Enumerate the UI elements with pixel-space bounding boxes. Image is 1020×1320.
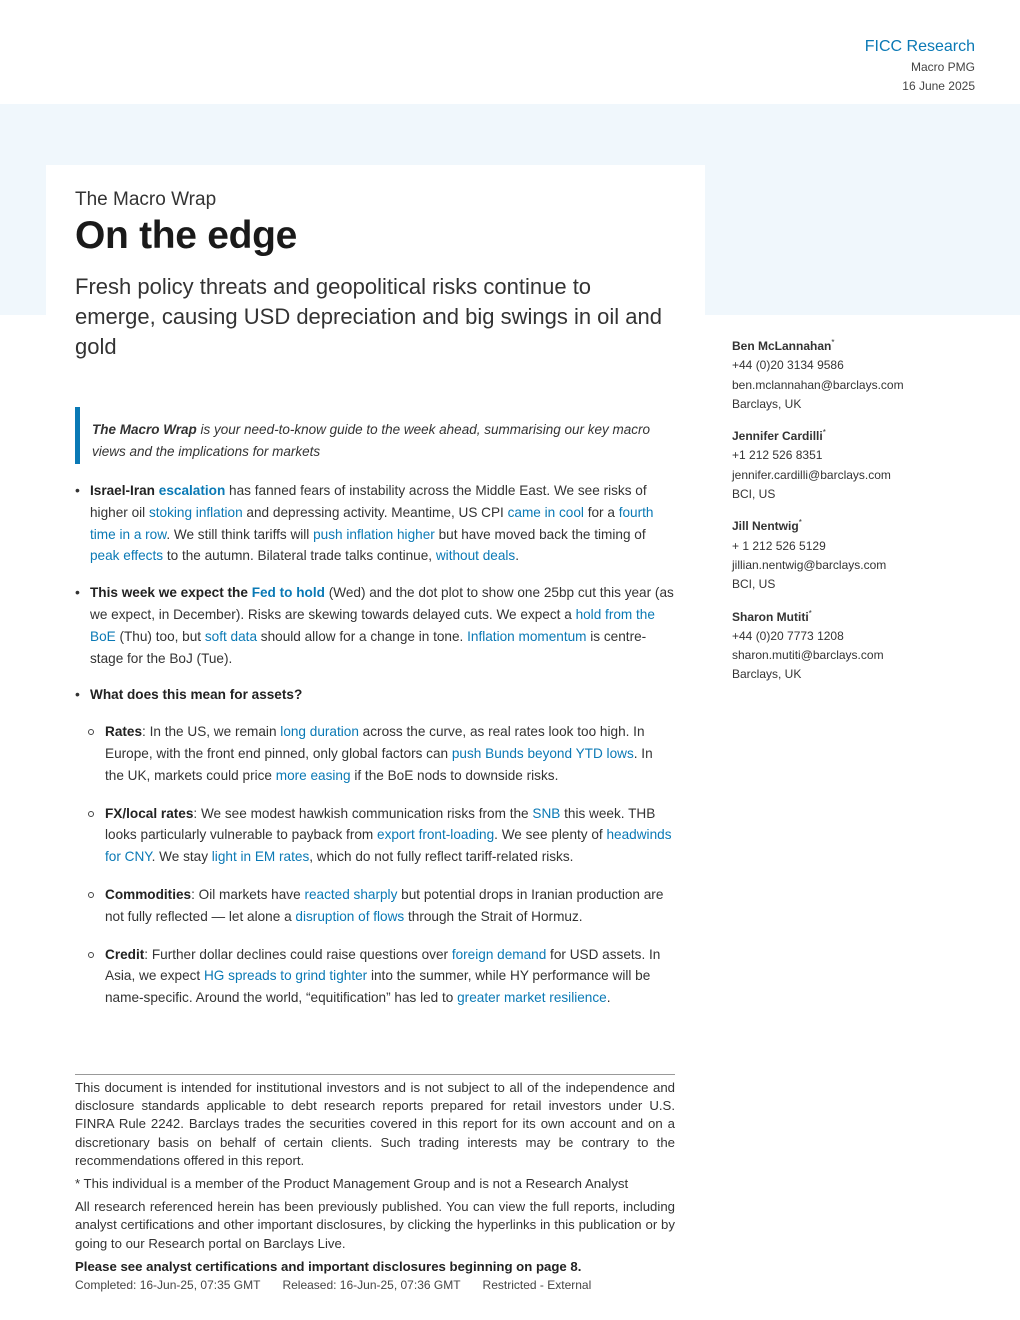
sub-bullet-credit: Credit: Further dollar declines could raise questions over foreign demand for USD assets. In Asia, we expect HG spreads to grind tighter into the summer, while HY performance will be name-specific. Around the world, “equitification” has led to greater market resilience.	[75, 944, 675, 1009]
author-name: Jill Nentwig	[732, 519, 799, 534]
author-name: Ben McLannahan	[732, 339, 832, 353]
author-email[interactable]: jillian.nentwig@barclays.com	[732, 557, 887, 572]
author-location: BCI, US	[732, 577, 776, 592]
author-list	[732, 333, 982, 694]
disclaimer-text: This document is intended for institutional investors and is not subject to all of the independence and disclosure standards applicable to debt research reports prepared for retail investors under U.S. FINRA Rule 2242. Barclays trades the securities covered in this report for its own account and on a discretionary basis on behalf of certain clients. Such trading interests may be contrary to the recommendations offered in this report.	[75, 1080, 675, 1168]
research-group: Macro PMG	[910, 60, 975, 74]
author-email[interactable]: ben.mclannahan@barclays.com	[732, 377, 904, 392]
link-fed-to-hold[interactable]: Fed to hold	[251, 585, 325, 601]
link-light-em-rates[interactable]: light in EM rates	[211, 849, 310, 865]
link-more-easing[interactable]: more easing	[275, 767, 351, 783]
author-location: Barclays, UK	[732, 396, 802, 411]
author-mark: *	[822, 428, 826, 438]
link-push-inflation-higher[interactable]: push inflation higher	[313, 526, 435, 542]
author-phone: + 1 212 526 5129	[732, 538, 826, 553]
link-long-duration[interactable]: long duration	[280, 724, 359, 740]
completed-time: Completed: 16-Jun-25, 07:35 GMT	[75, 1278, 261, 1293]
link-snb[interactable]: SNB	[532, 805, 561, 821]
intro-callout	[75, 407, 680, 464]
author-card	[732, 423, 982, 504]
link-soft-data[interactable]: soft data	[204, 628, 258, 644]
link-stoking-inflation[interactable]: stoking inflation	[148, 504, 243, 520]
series-name: The Macro Wrap	[75, 189, 217, 210]
link-peak-effects[interactable]: peak effects	[90, 548, 164, 564]
link-reacted-sharply[interactable]: reacted sharply	[304, 886, 398, 902]
sub-bullet-rates: Rates: In the US, we remain long duration across the curve, as real rates look too high. In Europe, with the front end pinned, only global factors can push Bunds beyond YTD lows. In the UK, markets could price more easing if the BoE nods to downside risks.	[75, 721, 675, 786]
author-phone: +44 (0)20 3134 9586	[732, 358, 844, 373]
author-phone: +44 (0)20 7773 1208	[732, 628, 844, 643]
report-date: 16 June 2025	[902, 79, 975, 93]
key-points	[75, 480, 675, 1025]
author-location: BCI, US	[732, 487, 776, 502]
author-card	[732, 604, 982, 685]
callout-bold: The Macro Wrap	[92, 422, 197, 437]
author-email[interactable]: jennifer.cardilli@barclays.com	[732, 467, 891, 482]
classification: Restricted - External	[482, 1278, 592, 1293]
callout-text: is your need-to-know guide to the week ahead, summarising our key macro views and the implications for markets	[92, 422, 651, 459]
author-name: Jennifer Cardilli	[732, 429, 823, 444]
author-mark: *	[808, 608, 812, 618]
link-inflation-momentum[interactable]: Inflation momentum	[467, 628, 587, 644]
pmg-note: * This individual is a member of the Product Management Group and is not a Research Analyst	[75, 1176, 629, 1192]
research-brand: FICC Research	[864, 38, 975, 55]
author-mark: *	[798, 518, 802, 528]
publication-meta	[75, 1276, 675, 1294]
link-export-front-loading[interactable]: export front-loading	[377, 827, 495, 843]
page-subtitle: Fresh policy threats and geopolitical risks continue to emerge, causing USD depreciation and big swings in oil and gold	[75, 274, 663, 359]
link-fourth-time[interactable]: fourth time in a row	[90, 504, 654, 542]
bullet-israel-iran: • Israel-Iran escalation has fanned fears of instability across the Middle East. We see risks of higher oil stoking inflation and depressing activity. Meantime, US CPI came in cool for a fourth time in a row. We still think tariffs will push inflation higher but have moved back the timing of peak effects to the autumn. Bilateral trade talks continue, without deals.	[75, 480, 675, 567]
author-location: Barclays, UK	[732, 667, 802, 682]
sub-bullet-fx: FX/local rates: We see modest hawkish communication risks from the SNB this week. THB looks particularly vulnerable to payback from export front-loading. We see plenty of headwinds for CNY. We stay light in EM rates, which do not fully reflect tariff-related risks.	[75, 803, 675, 868]
released-time: Released: 16-Jun-25, 07:36 GMT	[282, 1278, 461, 1293]
author-mark: *	[831, 338, 835, 347]
link-headwinds-cny[interactable]: headwinds for CNY	[105, 827, 672, 865]
page-title: On the edge	[75, 214, 298, 257]
link-push-bunds[interactable]: push Bunds beyond YTD lows	[451, 745, 634, 761]
author-card	[732, 333, 982, 414]
report-header	[865, 36, 975, 96]
author-phone: +1 212 526 8351	[732, 448, 823, 463]
research-note: All research referenced herein has been previously published. You can view the full reports, including analyst certifications and other important disclosures, by clicking the hyperlinks in this publication or by going to our Research portal on Barclays Live.	[75, 1199, 675, 1251]
footer-disclosures	[75, 1074, 675, 1294]
author-name: Sharon Mutiti	[732, 609, 809, 624]
link-hg-spreads[interactable]: HG spreads to grind tighter	[203, 968, 368, 984]
link-without-deals[interactable]: without deals	[435, 548, 516, 564]
link-came-in-cool[interactable]: came in cool	[507, 504, 584, 520]
bullet-assets: • What does this mean for assets?	[75, 684, 675, 706]
link-foreign-demand[interactable]: foreign demand	[451, 946, 547, 962]
bullet-this-week: • This week we expect the Fed to hold (Wed) and the dot plot to show one 25bp cut this year (as we expect, in December). Risks are skewing towards delayed cuts. We expect a hold from the BoE (Thu) too, but soft data should allow for a change in tone. Inflation momentum is centre-stage for the BoJ (Tue).	[75, 582, 675, 669]
sub-bullet-commodities: Commodities: Oil markets have reacted sharply but potential drops in Iranian production are not fully reflected — let alone a disruption of flows through the Strait of Hormuz.	[75, 884, 675, 928]
author-card	[732, 513, 982, 594]
author-email[interactable]: sharon.mutiti@barclays.com	[732, 648, 884, 663]
link-escalation[interactable]: escalation	[158, 483, 226, 498]
link-hold-from-boe[interactable]: hold from the BoE	[90, 606, 655, 644]
link-market-resilience[interactable]: greater market resilience	[457, 990, 607, 1006]
disclosure-note: Please see analyst certifications and important disclosures beginning on page 8.	[75, 1258, 582, 1274]
link-disruption-of-flows[interactable]: disruption of flows	[295, 908, 405, 924]
